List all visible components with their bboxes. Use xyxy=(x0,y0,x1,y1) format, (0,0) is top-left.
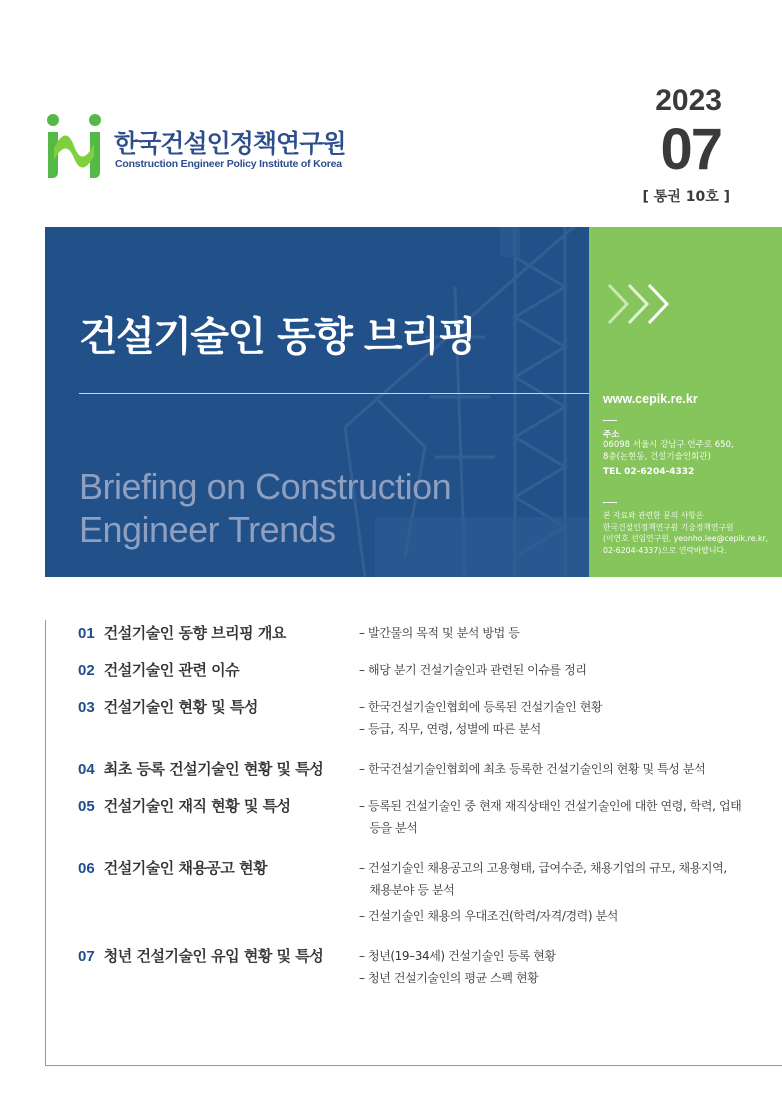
cover-banner xyxy=(45,227,589,577)
toc-number: 07 xyxy=(78,948,95,965)
toc-desc-line: – 한국건설기술인협회에 등록된 건설기술인 현황 xyxy=(359,700,603,714)
toc-item xyxy=(78,945,323,966)
toc-item xyxy=(78,857,267,878)
toc-number: 02 xyxy=(78,662,95,679)
toc-desc-line: – 청년 건설기술인의 평균 스펙 현황 xyxy=(359,971,539,985)
institute-logo-icon xyxy=(44,112,104,180)
address-line-2: 8층(논현동, 건설기술인회관) xyxy=(603,452,711,462)
org-name-korean: 한국건설인정책연구원 xyxy=(114,129,346,158)
toc-desc-line: 채용분야 등 분석 xyxy=(359,883,455,897)
toc-left-rule xyxy=(45,620,46,1066)
toc-desc-line: – 해당 분기 건설기술인과 관련된 이슈를 정리 xyxy=(359,663,587,677)
toc-bottom-rule xyxy=(45,1065,782,1066)
toc-title: 건설기술인 현황 및 특성 xyxy=(103,698,258,716)
toc-title: 건설기술인 재직 현황 및 특성 xyxy=(103,797,291,815)
contact-info xyxy=(603,510,781,556)
toc-desc-line: – 발간물의 목적 및 분석 방법 등 xyxy=(359,626,520,640)
toc-number: 04 xyxy=(78,761,95,778)
banner-divider xyxy=(79,393,589,394)
contact-divider xyxy=(603,502,617,503)
report-title-korean: 건설기술인 동향 브리핑 xyxy=(79,314,476,360)
org-name-english: Construction Engineer Policy Institute of Korea xyxy=(115,158,342,170)
contact-line-2: 한국건설인정책연구원 기술정책연구원 xyxy=(603,522,734,532)
issue-month: 07 xyxy=(660,117,721,182)
toc-desc-line: – 등급, 직무, 연령, 성별에 따른 분석 xyxy=(359,722,541,736)
toc-description xyxy=(359,696,602,740)
toc-item xyxy=(78,622,286,643)
toc-description xyxy=(359,659,587,681)
toc-title: 청년 건설기술인 유입 현황 및 특성 xyxy=(103,947,324,965)
issue-volume: [ 통권 10호 ] xyxy=(642,189,730,205)
contact-line-3: (이연호 선임연구원, yeonho.lee@cepik.re.kr, xyxy=(603,534,769,543)
toc-description xyxy=(359,795,741,839)
toc-title: 최초 등록 건설기술인 현황 및 특성 xyxy=(103,760,324,778)
toc-number: 03 xyxy=(78,699,95,716)
toc-desc-line: – 건설기술인 채용공고의 고용형태, 급여수준, 채용기업의 규모, 채용지역, xyxy=(359,861,727,875)
toc-desc-line: – 건설기술인 채용의 우대조건(학력/자격/경력) 분석 xyxy=(359,909,618,923)
toc-description xyxy=(359,857,727,927)
toc-desc-line: – 청년(19–34세) 건설기술인 등록 현황 xyxy=(359,949,556,963)
toc-number: 06 xyxy=(78,860,95,877)
toc-item xyxy=(78,758,323,779)
toc-title: 건설기술인 관련 이슈 xyxy=(103,661,240,679)
telephone: TEL 02-6204-4332 xyxy=(603,467,695,477)
toc-item xyxy=(78,696,258,717)
address-divider xyxy=(603,420,617,421)
toc-description xyxy=(359,945,556,989)
website-link[interactable]: www.cepik.re.kr xyxy=(603,392,698,406)
title-en-line-1: Briefing on Construction xyxy=(79,466,452,507)
address-label: 주소 xyxy=(603,430,620,440)
contact-line-4: 02-6204-4337)으로 연락바랍니다. xyxy=(603,545,727,555)
report-title-english xyxy=(79,465,451,551)
toc-title: 건설기술인 동향 브리핑 개요 xyxy=(103,624,286,642)
toc-desc-line: – 등록된 건설기술인 중 현재 재직상태인 건설기술인에 대한 연령, 학력, 업태 xyxy=(359,799,742,813)
toc-item xyxy=(78,795,291,816)
toc-desc-line: – 한국건설기술인협회에 최초 등록한 건설기술인의 현황 및 특성 분석 xyxy=(359,762,706,776)
toc-title: 건설기술인 채용공고 현황 xyxy=(103,859,268,877)
toc-item xyxy=(78,659,239,680)
toc-desc-line: 등을 분석 xyxy=(359,821,418,835)
toc-description xyxy=(359,758,705,780)
address-text xyxy=(603,439,779,463)
issue-year: 2023 xyxy=(655,84,722,117)
title-en-line-2: Engineer Trends xyxy=(79,509,336,550)
contact-line-1: 본 자료와 관련한 문의 사항은 xyxy=(603,511,704,520)
chevron-arrows-icon xyxy=(605,279,685,329)
toc-description xyxy=(359,622,519,644)
toc-number: 01 xyxy=(78,625,95,642)
info-sidebar xyxy=(589,227,782,577)
address-line-1: 06098 서울시 강남구 언주로 650, xyxy=(603,440,734,450)
toc-number: 05 xyxy=(78,798,95,815)
